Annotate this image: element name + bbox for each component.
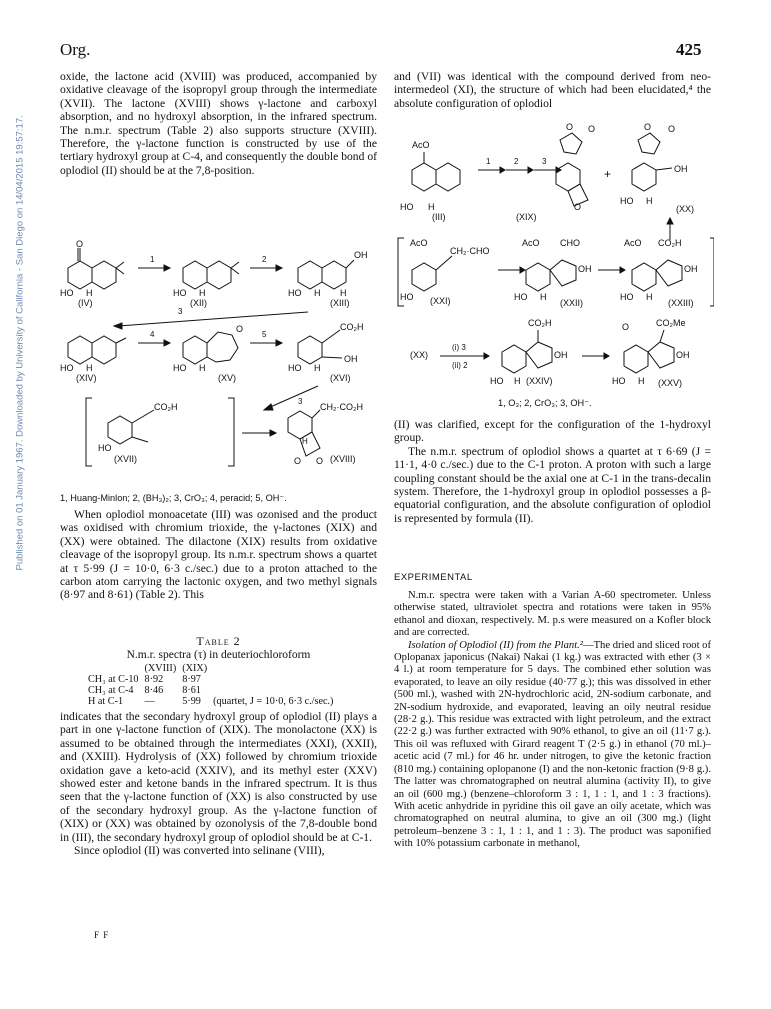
step-4: 4 — [150, 330, 155, 339]
label-xix: (XIX) — [516, 212, 537, 222]
label-iv: (IV) — [78, 298, 93, 308]
structure-III — [412, 152, 460, 191]
group-h-xxiii: H — [646, 292, 653, 302]
table-header-cell: (XIX) — [182, 663, 208, 674]
structure-XX — [632, 133, 672, 191]
table-cell: 8·61 — [182, 685, 201, 696]
table-2 — [60, 634, 377, 707]
group-oh-xxv: OH — [676, 350, 690, 360]
nmr-table — [88, 663, 339, 707]
right-scheme-caption: 1, O₃; 2, CrO₃; 3, OH⁻. — [498, 398, 592, 408]
structure-XV — [183, 332, 238, 364]
left-paragraph-2 — [60, 508, 377, 602]
group-ho-iii: HO — [400, 202, 414, 212]
step-r2: 2 — [514, 157, 519, 166]
group-o2-xix: O — [588, 124, 596, 134]
label-xx: (XX) — [676, 204, 694, 214]
table-cell: H at C-1 — [88, 696, 124, 707]
group-ho-xxv: HO — [612, 376, 626, 386]
step-1: 1 — [150, 255, 155, 264]
left-p2-text: When oplodiol monoacetate (III) was ozonised and the product was oxidised with chromium trioxide, the γ-lactones (XIX) and (XX) were obtained. The dilactone (XIX) results from oxidative cleavage of the isopropyl group. Its n.m.r. spectrum shows a quartet at τ 5·99 (J = 10·0, 6·3 c./sec.) due to a proton attached to the carbon atom carrying the lactonic oxygen, and two methyl signals (8·97 and 8·61) (Table 2). This — [60, 508, 377, 602]
group-co2h-xvii: CO₂H — [154, 402, 178, 412]
group-aco-xxii: AcO — [522, 238, 540, 248]
structure-IV — [68, 248, 124, 289]
structure-XII — [183, 261, 239, 289]
table-cell — [213, 674, 339, 685]
structure-XIII — [298, 260, 354, 289]
group-aco-xxi: AcO — [410, 238, 428, 248]
group-co2me-xxv: CO₂Me — [656, 318, 686, 328]
experimental-section — [394, 590, 711, 851]
table-header-row — [88, 663, 339, 674]
table-cell: CH₃ at C-10 — [88, 674, 139, 685]
left-p3-text: indicates that the secondary hydroxyl group of oplodiol (II) plays a part in one γ-lactone function of (XIX). The monolactone (XX) is assumed to be obtained through the intermediates (XXI), (XXII), and (XXIII). Hydrolysis of (XX) followed by chromium trioxide oxidation gave a keto-acid (XXIV), and its methyl ester (XXV) showed ester and ketone bands in the infrared spectrum. It is thus seen that the γ-lactone function of (XX) is also constructed by use of the secondary hydroxyl group. As the γ-lactone function of (XIX) or (XX) was obtained by ozonolysis of the 7,8-double bond in (III), the secondary hydroxyl group of oplodiol should be at C-1. — [60, 710, 377, 844]
step-2: 2 — [262, 255, 267, 264]
table-cell: 8·97 — [182, 674, 201, 685]
label-xxii: (XXII) — [560, 298, 584, 308]
right-p3-text: The n.m.r. spectrum of oplodiol shows a quartet at τ 6·69 (J = 11·1, 4·0 c./sec.) due to the C-1 proton. A proton with such a large coupling constant should be the axial one at C-1 in the trans-decalin system. Therefore, the 1-hydroxyl group in oplodiol possesses a β-equatorial configuration, and the absolute configuration of oplodiol is represented by formula (II). — [394, 444, 711, 525]
table-row — [88, 674, 339, 685]
left-paragraph-1 — [60, 70, 377, 177]
group-co2h-xvi: CO₂H — [340, 322, 364, 332]
step-ri3: (i) 3 — [452, 343, 466, 352]
group-o3-xix: O — [574, 202, 582, 212]
group-ho-xvii: HO — [98, 443, 112, 453]
structure-XXII — [526, 260, 576, 291]
group-o2-xviii: O — [316, 456, 324, 466]
group-oh-xx: OH — [674, 164, 688, 174]
group-oh-xxiv: OH — [554, 350, 568, 360]
group-o-xx: O — [644, 122, 652, 132]
scheme-left — [58, 238, 380, 490]
group-o2-xx: O — [668, 124, 676, 134]
exp-p1-text: N.m.r. spectra were taken with a Varian A-60 spectrometer. Unless otherwise stated, ultraviolet spectra and rotations were taken in 95% ethanol and dioxan, respectively. M. p.s were measured on a Kofler block and are corrected. — [394, 590, 711, 639]
structure-XXIII — [632, 260, 682, 291]
group-o-xxv: O — [622, 322, 630, 332]
label-xvi: (XVI) — [330, 373, 351, 383]
table-title: Table 2 — [196, 634, 241, 648]
label-xviii: (XVIII) — [330, 454, 356, 464]
group-oh-xiii: OH — [354, 250, 368, 260]
group-ho-xxiv: HO — [490, 376, 504, 386]
group-aco-iii: AcO — [412, 140, 430, 150]
label-xxiv: (XXIV) — [526, 376, 553, 386]
structure-XIV — [68, 336, 126, 364]
group-o-xv: O — [236, 324, 244, 334]
journal-name: Org. — [60, 40, 91, 59]
step-3b: 3 — [298, 397, 303, 406]
label-xvii: (XVII) — [114, 454, 138, 464]
footer-mark: F F — [94, 930, 110, 940]
group-h-xxii: H — [540, 292, 547, 302]
group-ho-xiii: HO — [288, 288, 302, 298]
svg-text:+: + — [604, 167, 612, 181]
group-h-xii: H — [199, 288, 206, 298]
group-o-xviii: O — [294, 456, 302, 466]
table-cell — [213, 685, 339, 696]
group-h2-xiii: H — [340, 288, 347, 298]
group-aco-xxiii: AcO — [624, 238, 642, 248]
group-co2h-xxiv: CO₂H — [528, 318, 552, 328]
step-r1: 1 — [486, 157, 491, 166]
group-ho-xxiii: HO — [620, 292, 634, 302]
table-cell: 8·46 — [144, 685, 164, 696]
group-h-xviii: H — [302, 437, 308, 446]
group-oh-xxii: OH — [578, 264, 592, 274]
group-ho-xvi: HO — [288, 363, 302, 373]
group-o-iv: O — [76, 239, 84, 249]
right-p1-text: and (VII) was identical with the compound derived from neo-intermedeol (XI), the structure of which had been elucidated,⁴ the absolute configuration of oplodiol — [394, 70, 711, 110]
table-cell: CH₃ at C-4 — [88, 685, 134, 696]
structure-XVIII — [288, 410, 320, 456]
label-xx-start: (XX) — [410, 350, 428, 360]
table-cell: (quartet, J = 10·0, 6·3 c./sec.) — [213, 696, 334, 707]
structure-XVI — [298, 330, 342, 364]
step-3a: 3 — [178, 307, 183, 316]
label-xv: (XV) — [218, 373, 236, 383]
table-subtitle: N.m.r. spectra (τ) in deuteriochloroform — [126, 649, 311, 661]
label-xxv: (XXV) — [658, 378, 683, 388]
group-h-xv: H — [199, 363, 206, 373]
structure-XXIV — [502, 330, 552, 373]
left-p4-text: Since oplodiol (II) was converted into selinane (VIII), — [74, 844, 325, 858]
group-ho-xii: HO — [173, 288, 187, 298]
right-paragraph-2 — [394, 418, 711, 525]
group-cho-xxii: CHO — [560, 238, 580, 248]
label-xxiii: (XXIII) — [668, 298, 694, 308]
step-rii2: (ii) 2 — [452, 361, 468, 370]
group-ch2co2h-xviii: CH₂·CO₂H — [320, 402, 363, 412]
right-p2-text: (II) was clarified, except for the configuration of the 1-hydroxyl group. — [394, 418, 711, 445]
label-xiii: (XIII) — [330, 298, 350, 308]
right-paragraph-1 — [394, 70, 711, 110]
label-xii: (XII) — [190, 298, 207, 308]
exp-p2-title: Isolation of Oplodiol (II) from the Plant.² — [408, 639, 583, 651]
group-h-xxv: H — [638, 376, 645, 386]
group-ho-xx: HO — [620, 196, 634, 206]
group-h-xiv: H — [86, 363, 93, 373]
structure-XVII — [108, 410, 154, 444]
table-header-cell — [88, 663, 145, 674]
label-xxi: (XXI) — [430, 296, 451, 306]
group-ho-xxii: HO — [514, 292, 528, 302]
group-h-xvi: H — [314, 363, 321, 373]
experimental-heading: EXPERIMENTAL — [394, 572, 473, 583]
group-h-iv: H — [86, 288, 93, 298]
group-co2h-xxiii: CO₂H — [658, 238, 682, 248]
left-paragraph-3 — [60, 710, 377, 857]
table-cell: 5·99 — [182, 696, 201, 707]
group-ho-xxi: HO — [400, 292, 414, 302]
table-header-cell: (XVIII) — [144, 663, 177, 674]
group-ho-iv: HO — [60, 288, 74, 298]
table-row — [88, 685, 339, 696]
group-oh-xvi: OH — [344, 354, 358, 364]
group-h-xx: H — [646, 196, 653, 206]
provenance-note: Published on 01 January 1967. Downloaded by University of California - San Diego on 14/04/2015 19:57:17. — [14, 115, 26, 571]
group-h-xiii: H — [314, 288, 321, 298]
group-ho-xv: HO — [173, 363, 187, 373]
label-iii: (III) — [432, 212, 446, 222]
group-h-iii: H — [428, 202, 435, 212]
step-5: 5 — [262, 330, 267, 339]
page-number: 425 — [676, 40, 702, 59]
left-p1-text: oxide, the lactone acid (XVIII) was produced, accompanied by oxidative cleavage of the isopropyl group through the intermediate (XVII). The lactone (XVIII) shows γ-lactone and carboxyl absorption, and no hydroxyl absorption, in the infrared spectrum. The n.m.r. spectrum (Table 2) also supports structure (XVIII). Therefore, the γ-lactone function is constructed by use of the tertiary hydroxyl group at C-4, and consequently the double bond of oplodiol (II) should be at the 7,8-position. — [60, 70, 377, 177]
left-scheme-caption: 1, Huang-Minlon; 2, (BH₃)₂; 3, CrO₃; 4, peracid; 5, OH⁻. — [60, 493, 287, 503]
group-h-xxiv: H — [514, 376, 521, 386]
step-r3: 3 — [542, 157, 547, 166]
group-ch2cho-xxi: CH₂·CHO — [450, 246, 490, 256]
group-oh-xxiii: OH — [684, 264, 698, 274]
label-xiv: (XIV) — [76, 373, 97, 383]
structure-XXI — [412, 256, 452, 291]
group-o-xix: O — [566, 122, 574, 132]
table-cell: — — [144, 696, 155, 707]
group-ho-xiv: HO — [60, 363, 74, 373]
exp-p2-text: —The dried and sliced root of Oplopanax japonicus (Nakai) Nakai (1 kg.) was extracted with ether (3 × 4 l.) at room temperature for 5 days. The combined ether solution was evaporated, to leave an oily residue (40·77 g.); this was dissolved in ether (500 ml.), washed with 2N-hydrochloric acid, 2N-sodium carbonate, and 2N-sodium hydroxide, and evaporated, leaving an oily neutral residue (28·2 g.). This residue was extracted with light petroleum, and the extract (22·2 g.) was further extracted with 90% ethanol, to give an oil (11·7 g.). This oil was refluxed with Girard reagent T (2·5 g.) in ethanol (70 ml.)–acetic acid (7 ml.) for 46 hr. under nitrogen, to give the ketonic fraction (810 mg.) containing oplopanone (I) and the non-ketonic fraction (9·8 g.). The latter was chromatographed on neutral alumina (activity II), to give an oil (600 mg.) (benzene–chloroform 3 : 1, 1 : 1, and 1 : 3 fractions). With acetic anhydride in pyridine this oil gave an oily acetate, which was chromatographed on neutral alumina, to give an oil (300 mg.) (light petroleum–benzene 3 : 1, 1 : 1, and 1 : 3). The product was saponified with 10% potassium carbonate in methanol, — [394, 639, 712, 850]
table-row — [88, 696, 339, 707]
scheme-right — [392, 120, 714, 412]
structure-XXV — [624, 330, 674, 373]
table-cell: 8·92 — [144, 674, 164, 685]
